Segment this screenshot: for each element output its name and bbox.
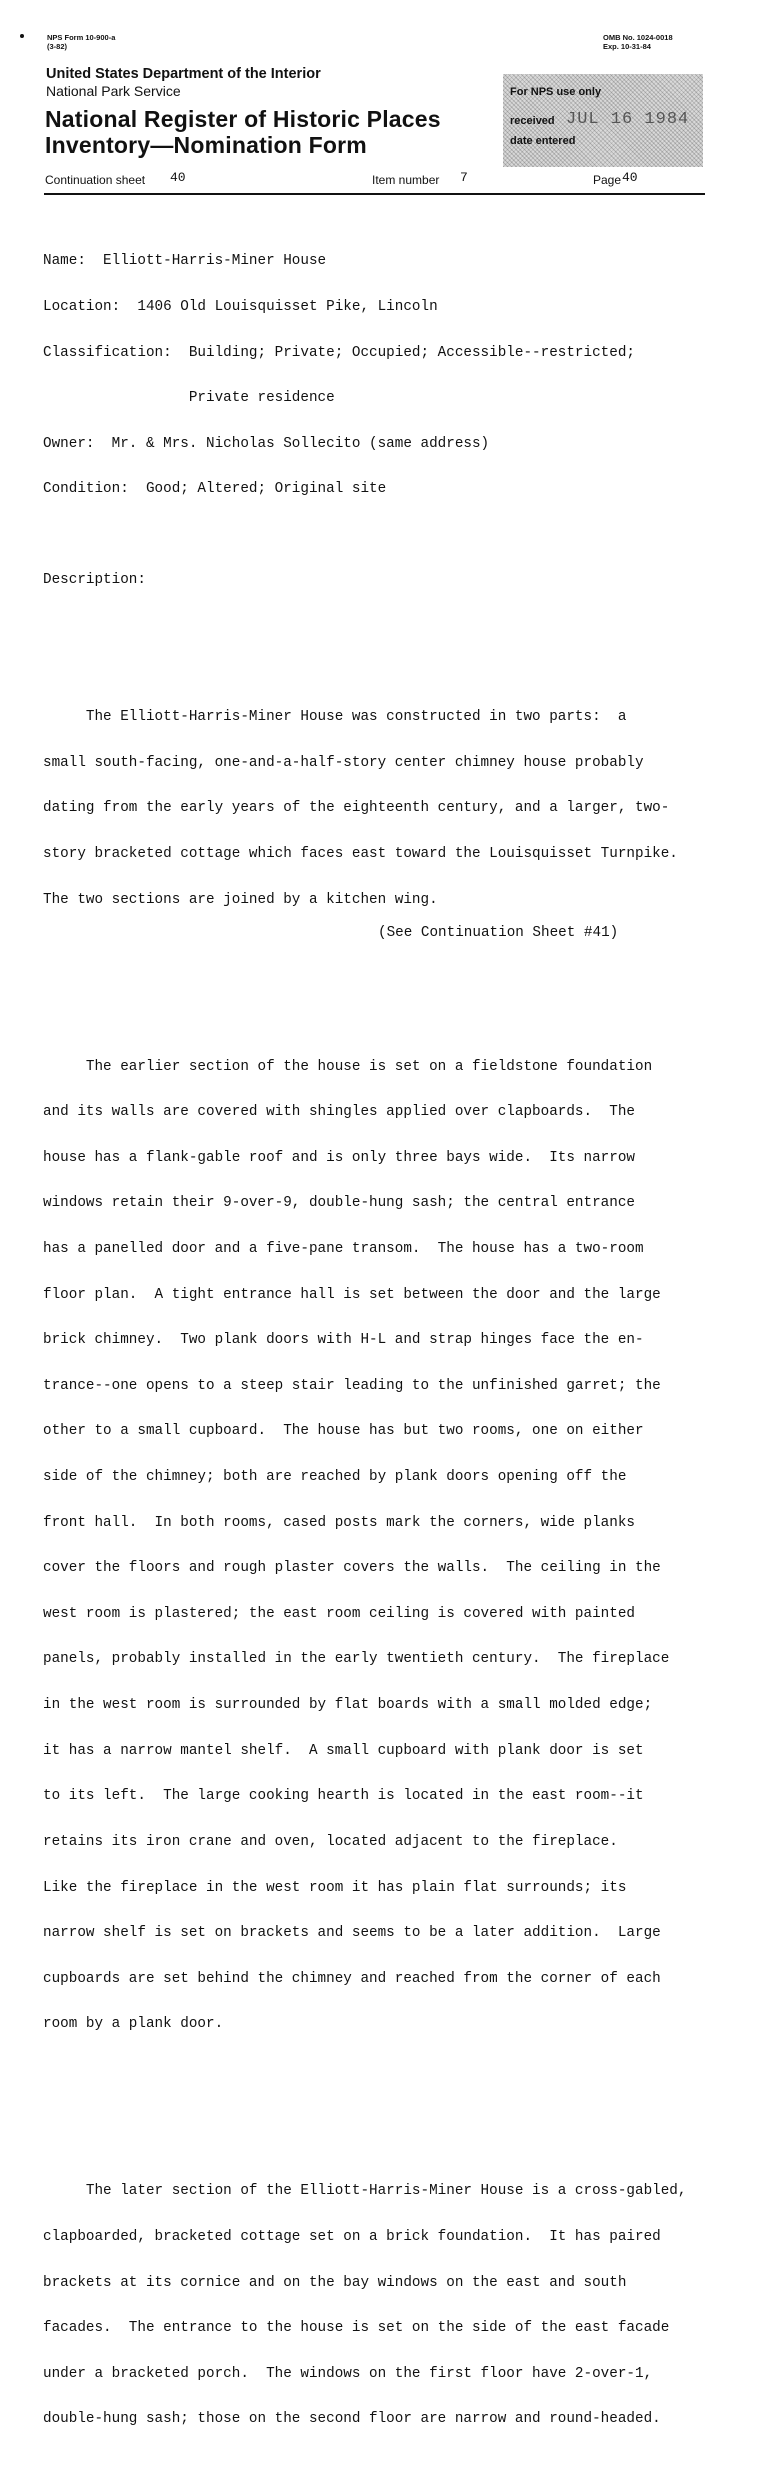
text-line: The Elliott-Harris-Miner House was constructed in two parts: a [43, 709, 627, 726]
date-entered-label: date entered [510, 135, 576, 147]
item-number-value: 7 [460, 170, 468, 185]
text-line: in the west room is surrounded by flat boards with a small molded edge; [43, 1697, 653, 1714]
text-line: trance--one opens to a steep stair leading to the unfinished garret; the [43, 1377, 661, 1394]
page-label: Page [593, 173, 622, 187]
form-date: (3-82) [47, 42, 68, 51]
scan-mark [20, 34, 24, 38]
text-line: panels, probably installed in the early twentieth century. The fireplace [43, 1651, 670, 1668]
text-line: floor plan. A tight entrance hall is set between the door and the large [43, 1286, 661, 1303]
location-field: Location: 1406 Old Louisquisset Pike, Lincoln [43, 299, 438, 316]
form-title-line2: Inventory—Nomination Form [45, 132, 367, 158]
continuation-sheet-label: Continuation sheet [45, 173, 146, 187]
text-line: dating from the early years of the eighteenth century, and a larger, two- [43, 800, 670, 817]
text-line: cupboards are set behind the chimney and reached from the corner of each [43, 1970, 661, 1987]
description-paragraph-1 [43, 680, 733, 938]
text-line: clapboarded, bracketed cottage set on a brick foundation. It has paired [43, 2229, 661, 2245]
received-label: received [510, 115, 555, 127]
condition-field: Condition: Good; Altered; Original site [43, 481, 387, 498]
text-line: under a bracketed porch. The windows on the first floor have 2-over-1, [43, 2365, 653, 2382]
text-line: brick chimney. Two plank doors with H-L and strap hinges face the en- [43, 1332, 644, 1349]
form-title [45, 106, 441, 158]
text-line: and its walls are covered with shingles applied over clapboards. The [43, 1104, 635, 1121]
text-line: cover the floors and rough plaster covers the walls. The ceiling in the [43, 1560, 661, 1577]
nomination-body [43, 224, 733, 2473]
continuation-sheet-value: 40 [170, 170, 186, 185]
text-line: room by a plank door. [43, 2016, 224, 2033]
description-paragraph-3 [43, 2154, 733, 2458]
service-name: National Park Service [46, 83, 181, 99]
text-line: to its left. The large cooking hearth is located in the east room--it [43, 1788, 644, 1805]
form-title-line1: National Register of Historic Places [45, 106, 441, 132]
form-number: NPS Form 10-900-a [47, 33, 116, 42]
text-line: The two sections are joined by a kitchen wing. [43, 891, 438, 908]
classification-field: Classification: Building; Private; Occupied; Accessible--restricted; [43, 344, 635, 361]
description-paragraph-2 [43, 1029, 733, 2063]
text-line: small south-facing, one-and-a-half-story center chimney house probably [43, 754, 644, 771]
page-value: 40 [622, 170, 638, 185]
text-line: windows retain their 9-over-9, double-hung sash; the central entrance [43, 1195, 635, 1212]
text-line: other to a small cupboard. The house has but two rooms, one on either [43, 1423, 644, 1440]
text-line: front hall. In both rooms, cased posts mark the corners, wide planks [43, 1514, 635, 1531]
text-line: house has a flank-gable roof and is only three bays wide. Its narrow [43, 1149, 635, 1166]
classification-field-cont: Private residence [43, 390, 335, 407]
department-name: United States Department of the Interior [46, 66, 321, 82]
header-rule [44, 193, 705, 195]
text-line: The later section of the Elliott-Harris-Miner House is a cross-gabled, [43, 2183, 687, 2200]
omb-expiration: Exp. 10-31-84 [603, 42, 651, 51]
text-line: has a panelled door and a five-pane transom. The house has a two-room [43, 1241, 644, 1257]
nps-use-only-box [503, 74, 703, 167]
description-label: Description: [43, 572, 146, 589]
continuation-note: (See Continuation Sheet #41) [378, 925, 619, 941]
text-line: story bracketed cottage which faces east toward the Louisquisset Turnpike. [43, 845, 678, 862]
text-line: side of the chimney; both are reached by plank doors opening off the [43, 1469, 627, 1486]
text-line: brackets at its cornice and on the bay windows on the east and south [43, 2274, 627, 2291]
name-field: Name: Elliott-Harris-Miner House [43, 253, 327, 270]
received-date-stamp: JUL 16 1984 [566, 110, 690, 129]
text-line: retains its iron crane and oven, located adjacent to the fireplace. [43, 1833, 618, 1850]
text-line: double-hung sash; those on the second floor are narrow and round-headed. [43, 2411, 661, 2428]
item-number-label: Item number [372, 173, 440, 187]
omb-info [603, 33, 673, 51]
text-line: west room is plastered; the east room ceiling is covered with painted [43, 1605, 635, 1622]
text-line: The earlier section of the house is set on a fieldstone foundation [43, 1058, 653, 1075]
text-line: facades. The entrance to the house is set on the side of the east facade [43, 2320, 670, 2337]
text-line: narrow shelf is set on brackets and seems to be a later addition. Large [43, 1925, 661, 1942]
omb-number: OMB No. 1024-0018 [603, 33, 673, 42]
text-line: it has a narrow mantel shelf. A small cupboard with plank door is set [43, 1742, 644, 1759]
text-line: Like the fireplace in the west room it has plain flat surrounds; its [43, 1879, 627, 1896]
owner-field: Owner: Mr. & Mrs. Nicholas Sollecito (same address) [43, 435, 490, 452]
for-nps-use-label: For NPS use only [510, 86, 602, 98]
form-identifier [47, 33, 115, 51]
